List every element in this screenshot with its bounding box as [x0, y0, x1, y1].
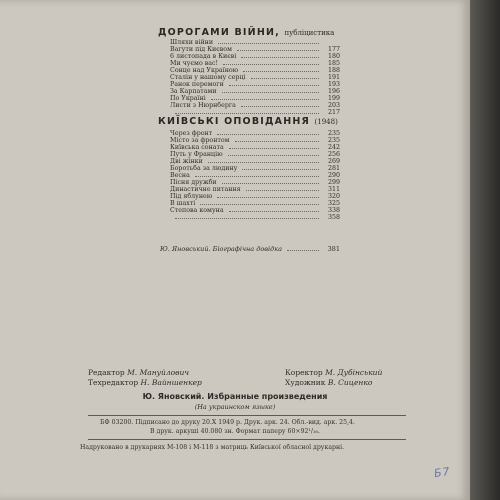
toc-entry-title: Ю. Яновський. Біографічна довідка [160, 245, 282, 253]
toc-entry-title: Під яблунею [170, 193, 213, 200]
toc-entry-title: Пісня дружби [170, 179, 217, 186]
toc-entry-title: Дві жінки [170, 158, 203, 165]
toc-entry-title: Ми чуємо вас! [170, 60, 219, 67]
toc-leader-dots [223, 61, 319, 65]
toc-entry [170, 130, 340, 137]
toc-entry-title: Сталін у нашому серці [170, 74, 246, 81]
toc-entry-title: В шахті [170, 200, 196, 207]
toc-entry-page: 196 [327, 88, 340, 95]
credit-role: Техредактор [88, 378, 139, 387]
toc-entry [170, 137, 340, 144]
toc-leader-dots [229, 145, 319, 149]
toc-entry [170, 109, 340, 116]
credit-role: Художник [285, 378, 326, 387]
toc-entry-page: 185 [327, 60, 340, 67]
toc-entry-title: 6 листопада в Києві [170, 53, 237, 60]
toc-entry-page: 191 [327, 74, 340, 81]
credit-corrector [285, 368, 382, 377]
toc-leader-dots [218, 40, 319, 44]
toc-entry-page: 235 [327, 130, 340, 137]
toc-entry-title: Степова комуна [170, 207, 224, 214]
handwritten-mark: Б7 [433, 464, 452, 481]
toc-entry-page: 193 [327, 81, 340, 88]
toc-entry [170, 60, 340, 67]
credit-artist [285, 378, 372, 387]
credit-role: Коректор [285, 368, 323, 377]
toc-entry-page: 338 [327, 207, 340, 214]
credit-name: М. Мануйлович [127, 368, 189, 377]
book-title: Ю. Яновский. Избранные произведения [142, 392, 328, 401]
toc-entry-title: Місто за фронтом [170, 137, 230, 144]
toc-entry [170, 144, 340, 151]
toc-entry-page: 281 [327, 165, 340, 172]
toc-entry [170, 214, 340, 221]
toc-entry [170, 193, 340, 200]
toc-entry-page: 299 [327, 179, 340, 186]
toc-entry-page: 177 [327, 46, 340, 53]
toc-leader-dots [229, 82, 319, 86]
toc-entry-page: 217 [327, 109, 340, 116]
toc-entry [170, 81, 340, 88]
toc-entry [170, 158, 340, 165]
toc-entry [170, 102, 340, 109]
section-title [158, 116, 338, 127]
toc-entry-title: Путь у Францію [170, 151, 223, 158]
toc-leader-dots [222, 89, 319, 93]
credit-techeditor [88, 378, 202, 387]
toc-entry-page: 203 [327, 102, 340, 109]
credit-editor [88, 368, 189, 377]
toc-entry-biography [160, 246, 340, 253]
toc-leader-dots [237, 47, 319, 51]
section-subtitle: публіцистика [284, 29, 335, 37]
toc-entry [170, 186, 340, 193]
toc-leader-dots [217, 131, 319, 135]
toc-leader-dots [229, 208, 319, 212]
toc-entry [170, 200, 340, 207]
toc-entry-page: 325 [327, 200, 340, 207]
toc-entry [170, 88, 340, 95]
toc-entry-page: 199 [327, 95, 340, 102]
toc-leader-dots [287, 247, 319, 251]
toc-entry [170, 151, 340, 158]
toc-entry-title: Шляхи війни [170, 39, 214, 46]
toc-entry-page: 180 [327, 53, 340, 60]
toc-entry-title: Вагути під Києвом [170, 46, 232, 53]
toc-entry-page: 256 [327, 151, 340, 158]
toc-entry-page: 290 [327, 172, 340, 179]
imprint-line-1: БФ 03200. Підписано до друку 20.X 1949 р. Друк. арк. 24. Обл.-вид. арк. 25,4. [100, 419, 355, 426]
toc-entry-page: 235 [327, 137, 340, 144]
toc-entry [170, 165, 340, 172]
toc-entry-title: Весна [170, 172, 190, 179]
toc-leader-dots [246, 187, 319, 191]
toc-leader-dots [243, 68, 319, 72]
toc-leader-dots [228, 152, 319, 156]
toc-entry-title: Сонце над Україною [170, 67, 239, 74]
toc-leader-dots [235, 138, 319, 142]
toc-leader-dots [242, 166, 319, 170]
toc-entry [170, 179, 340, 186]
toc-entry-page: 381 [327, 245, 340, 253]
toc-entry [170, 207, 340, 214]
section-title: ДОРОГАМИ ВІЙНИ, публіцистика [158, 27, 335, 38]
toc-leader-dots [175, 215, 319, 219]
imprint-line-2: В друк. аркуші 40.080 зн. Формат паперу 60×92¹/₁₆. [150, 428, 320, 435]
toc-leader-dots [175, 110, 319, 114]
toc-leader-dots [200, 201, 319, 205]
toc-leader-dots [208, 159, 319, 163]
toc-entry-title: Київська соната [170, 144, 224, 151]
section-title-text: ДОРОГАМИ ВІЙНИ [158, 27, 276, 38]
toc-leader-dots [241, 54, 319, 58]
toc-leader-dots [211, 96, 319, 100]
toc-entry [170, 53, 340, 60]
toc-entry-page: 188 [327, 67, 340, 74]
toc-entry-title: По Україні [170, 95, 206, 102]
toc-entry-title: За Карпатами [170, 88, 217, 95]
toc-leader-dots [195, 173, 319, 177]
toc-entry [170, 74, 340, 81]
book-language-note: (На украинском языке) [194, 403, 276, 411]
divider-rule [88, 415, 406, 416]
toc-entry [170, 46, 340, 53]
credit-name: В. Сиценко [327, 378, 373, 387]
toc-entry-page: 269 [327, 158, 340, 165]
credit-role: Редактор [88, 368, 125, 377]
divider-rule [88, 439, 406, 440]
toc-entry-title: Через фронт [170, 130, 213, 137]
imprint-line-3: Надруковано в друкарнях М-108 і М-118 з матриць Київської обласної друкарні. [80, 444, 345, 451]
toc-leader-dots [251, 75, 319, 79]
credit-name: М. Дубінський [325, 368, 383, 377]
toc-entry-page: 242 [327, 144, 340, 151]
toc-entry-page: 358 [327, 214, 340, 221]
toc-entry [170, 67, 340, 74]
toc-entry-title: Династичне питання [170, 186, 241, 193]
toc-entry-title: Боротьба за людину [170, 165, 238, 172]
toc-entry-title: Листи з Нюрнберга [170, 102, 236, 109]
toc-entry [170, 172, 340, 179]
section-title-text: КИЇВСЬКІ ОПОВІДАННЯ [158, 116, 311, 127]
toc-leader-dots [222, 180, 319, 184]
book-binding-edge [470, 0, 500, 500]
toc-entry-page: 311 [327, 186, 340, 193]
section-year: (1948) [314, 118, 338, 126]
toc-leader-dots [241, 103, 319, 107]
toc-entry [170, 95, 340, 102]
toc-entry-title: Ранок перемоги [170, 81, 224, 88]
toc-entry [170, 39, 340, 46]
toc-leader-dots [217, 194, 319, 198]
toc-entry-page: 320 [327, 193, 340, 200]
credit-name: Н. Вайншенкер [140, 378, 202, 387]
